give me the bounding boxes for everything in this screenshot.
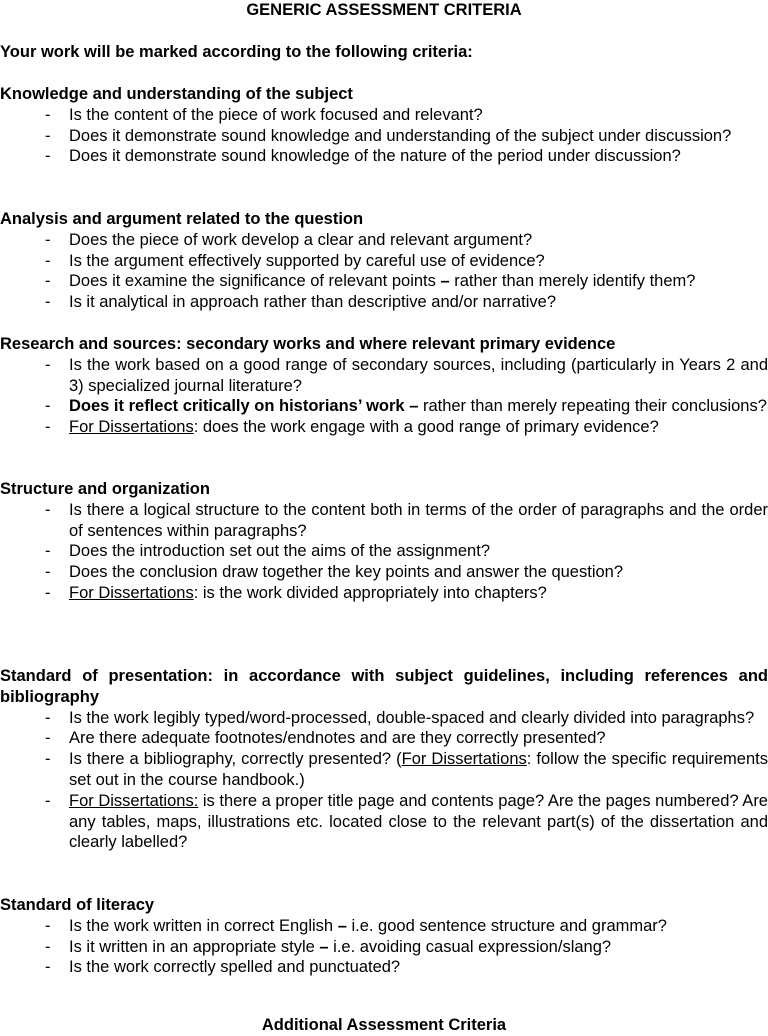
item-text: Are there adequate footnotes/endnotes and are they correctly presented? xyxy=(69,729,606,748)
criteria-list xyxy=(0,355,768,438)
dash-bullet: - xyxy=(45,272,51,291)
underlined-label: For Dissertations xyxy=(401,750,527,769)
dash-bullet: - xyxy=(45,563,51,582)
dash-bullet: - xyxy=(45,293,51,312)
item-text: – xyxy=(440,272,450,291)
dash-bullet: - xyxy=(45,729,51,748)
dash-bullet: - xyxy=(45,708,51,727)
criteria-item xyxy=(0,937,768,958)
underlined-label: For Dissertations: xyxy=(69,791,199,810)
dash-bullet: - xyxy=(45,583,51,602)
dash-bullet: - xyxy=(45,397,51,416)
document-title: GENERIC ASSESSMENT CRITERIA xyxy=(246,1,522,19)
criteria-item xyxy=(0,791,768,853)
criteria-item xyxy=(0,562,768,583)
item-text: Is there a logical structure to the content both in terms of the order of paragraphs and the order of sentences within paragraphs? xyxy=(69,500,768,540)
criteria-item xyxy=(0,728,768,749)
dash-bullet: - xyxy=(45,916,51,935)
criteria-item xyxy=(0,126,768,147)
criteria-item xyxy=(0,105,768,126)
item-text: : is the work divided appropriately into chapters? xyxy=(193,583,547,602)
item-text: i.e. good sentence structure and grammar? xyxy=(346,916,667,935)
dash-bullet: - xyxy=(45,791,51,810)
criteria-item xyxy=(0,417,768,438)
item-text: – xyxy=(319,937,329,956)
section-heading: Analysis and argument related to the question xyxy=(0,210,364,228)
criteria-item xyxy=(0,271,768,292)
section-heading: Knowledge and understanding of the subject xyxy=(0,85,353,103)
item-text: – xyxy=(337,916,347,935)
item-text: : follow the specific requirements set out in the course handbook.) xyxy=(69,750,768,789)
criteria-item xyxy=(0,230,768,251)
item-text: Does it demonstrate sound knowledge of the nature of the period under discussion? xyxy=(69,147,681,166)
section-heading: Structure and organization xyxy=(0,480,210,498)
criteria-list xyxy=(0,105,768,167)
item-text: Does it examine the significance of relevant points xyxy=(69,272,441,291)
criteria-item xyxy=(0,500,768,542)
item-text: Does the conclusion draw together the key points and answer the question? xyxy=(69,563,624,582)
criteria-item xyxy=(0,583,768,604)
criteria-item xyxy=(0,916,768,937)
item-text: i.e. avoiding casual expression/slang? xyxy=(328,937,612,956)
item-text: Is the work legibly typed/word-processed, double-spaced and clearly divided into paragraphs? xyxy=(69,708,755,727)
item-text: Is the work correctly spelled and punctuated? xyxy=(69,958,401,977)
item-text: Is it analytical in approach rather than descriptive and/or narrative? xyxy=(69,293,557,312)
item-text: : does the work engage with a good range of primary evidence? xyxy=(193,418,659,437)
dash-bullet: - xyxy=(45,251,51,270)
item-text: Is the argument effectively supported by careful use of evidence? xyxy=(69,251,545,270)
criteria-item xyxy=(0,292,768,313)
item-text: Does the piece of work develop a clear and relevant argument? xyxy=(69,230,533,249)
item-text: rather than merely repeating their conclusions? xyxy=(422,397,767,416)
criteria-list xyxy=(0,708,768,854)
item-text: Is it written in an appropriate style xyxy=(69,937,320,956)
dash-bullet: - xyxy=(45,126,51,145)
section-literacy xyxy=(0,895,768,978)
section-heading: Standard of literacy xyxy=(0,896,155,914)
section-structure xyxy=(0,479,768,604)
dash-bullet: - xyxy=(45,230,51,249)
criteria-item xyxy=(0,541,768,562)
item-text: Does the introduction set out the aims of the assignment? xyxy=(69,542,490,561)
item-text: Is the content of the piece of work focused and relevant? xyxy=(69,105,483,124)
section-heading: Standard of presentation: in accordance with subject guidelines, including references and bibliography xyxy=(0,667,768,706)
dash-bullet: - xyxy=(45,500,51,519)
item-text: Is the work based on a good range of secondary sources, including (particularly in Years 2 and 3) specialized journal literature? xyxy=(69,355,768,395)
dash-bullet: - xyxy=(45,542,51,561)
dash-bullet: - xyxy=(45,147,51,166)
criteria-item xyxy=(0,957,768,978)
dash-bullet: - xyxy=(45,355,51,374)
item-text: Does it reflect critically on historians’ work – xyxy=(69,397,423,416)
section-knowledge xyxy=(0,84,768,167)
criteria-list xyxy=(0,230,768,313)
dash-bullet: - xyxy=(45,937,51,956)
intro-line: Your work will be marked according to the following criteria: xyxy=(0,43,473,61)
additional-criteria-heading: Additional Assessment Criteria xyxy=(261,1016,507,1034)
item-text: Is the work written in correct English xyxy=(69,916,338,935)
underlined-label: For Dissertations xyxy=(69,418,194,437)
criteria-list xyxy=(0,916,768,978)
criteria-item xyxy=(0,708,768,729)
criteria-item xyxy=(0,355,768,397)
criteria-item xyxy=(0,396,768,417)
section-heading: Research and sources: secondary works and where relevant primary evidence xyxy=(0,335,616,353)
criteria-item xyxy=(0,749,768,791)
section-research xyxy=(0,334,768,438)
item-text: is there a proper title page and contents page? Are the pages numbered? Are any tables, maps, illustrations etc. located close to the relevant part(s) of the dissertation and clearly labelled? xyxy=(69,791,768,852)
item-text: rather than merely identify them? xyxy=(449,272,696,291)
dash-bullet: - xyxy=(45,418,51,437)
underlined-label: For Dissertations xyxy=(69,583,194,602)
section-presentation xyxy=(0,666,768,853)
dash-bullet: - xyxy=(45,105,51,124)
criteria-list xyxy=(0,500,768,604)
dash-bullet: - xyxy=(45,750,51,769)
criteria-item xyxy=(0,146,768,167)
dash-bullet: - xyxy=(45,958,51,977)
item-text: Does it demonstrate sound knowledge and understanding of the subject under discussion? xyxy=(69,126,732,145)
criteria-item xyxy=(0,251,768,272)
item-text: Is there a bibliography, correctly presented? ( xyxy=(69,750,402,769)
section-analysis xyxy=(0,209,768,313)
